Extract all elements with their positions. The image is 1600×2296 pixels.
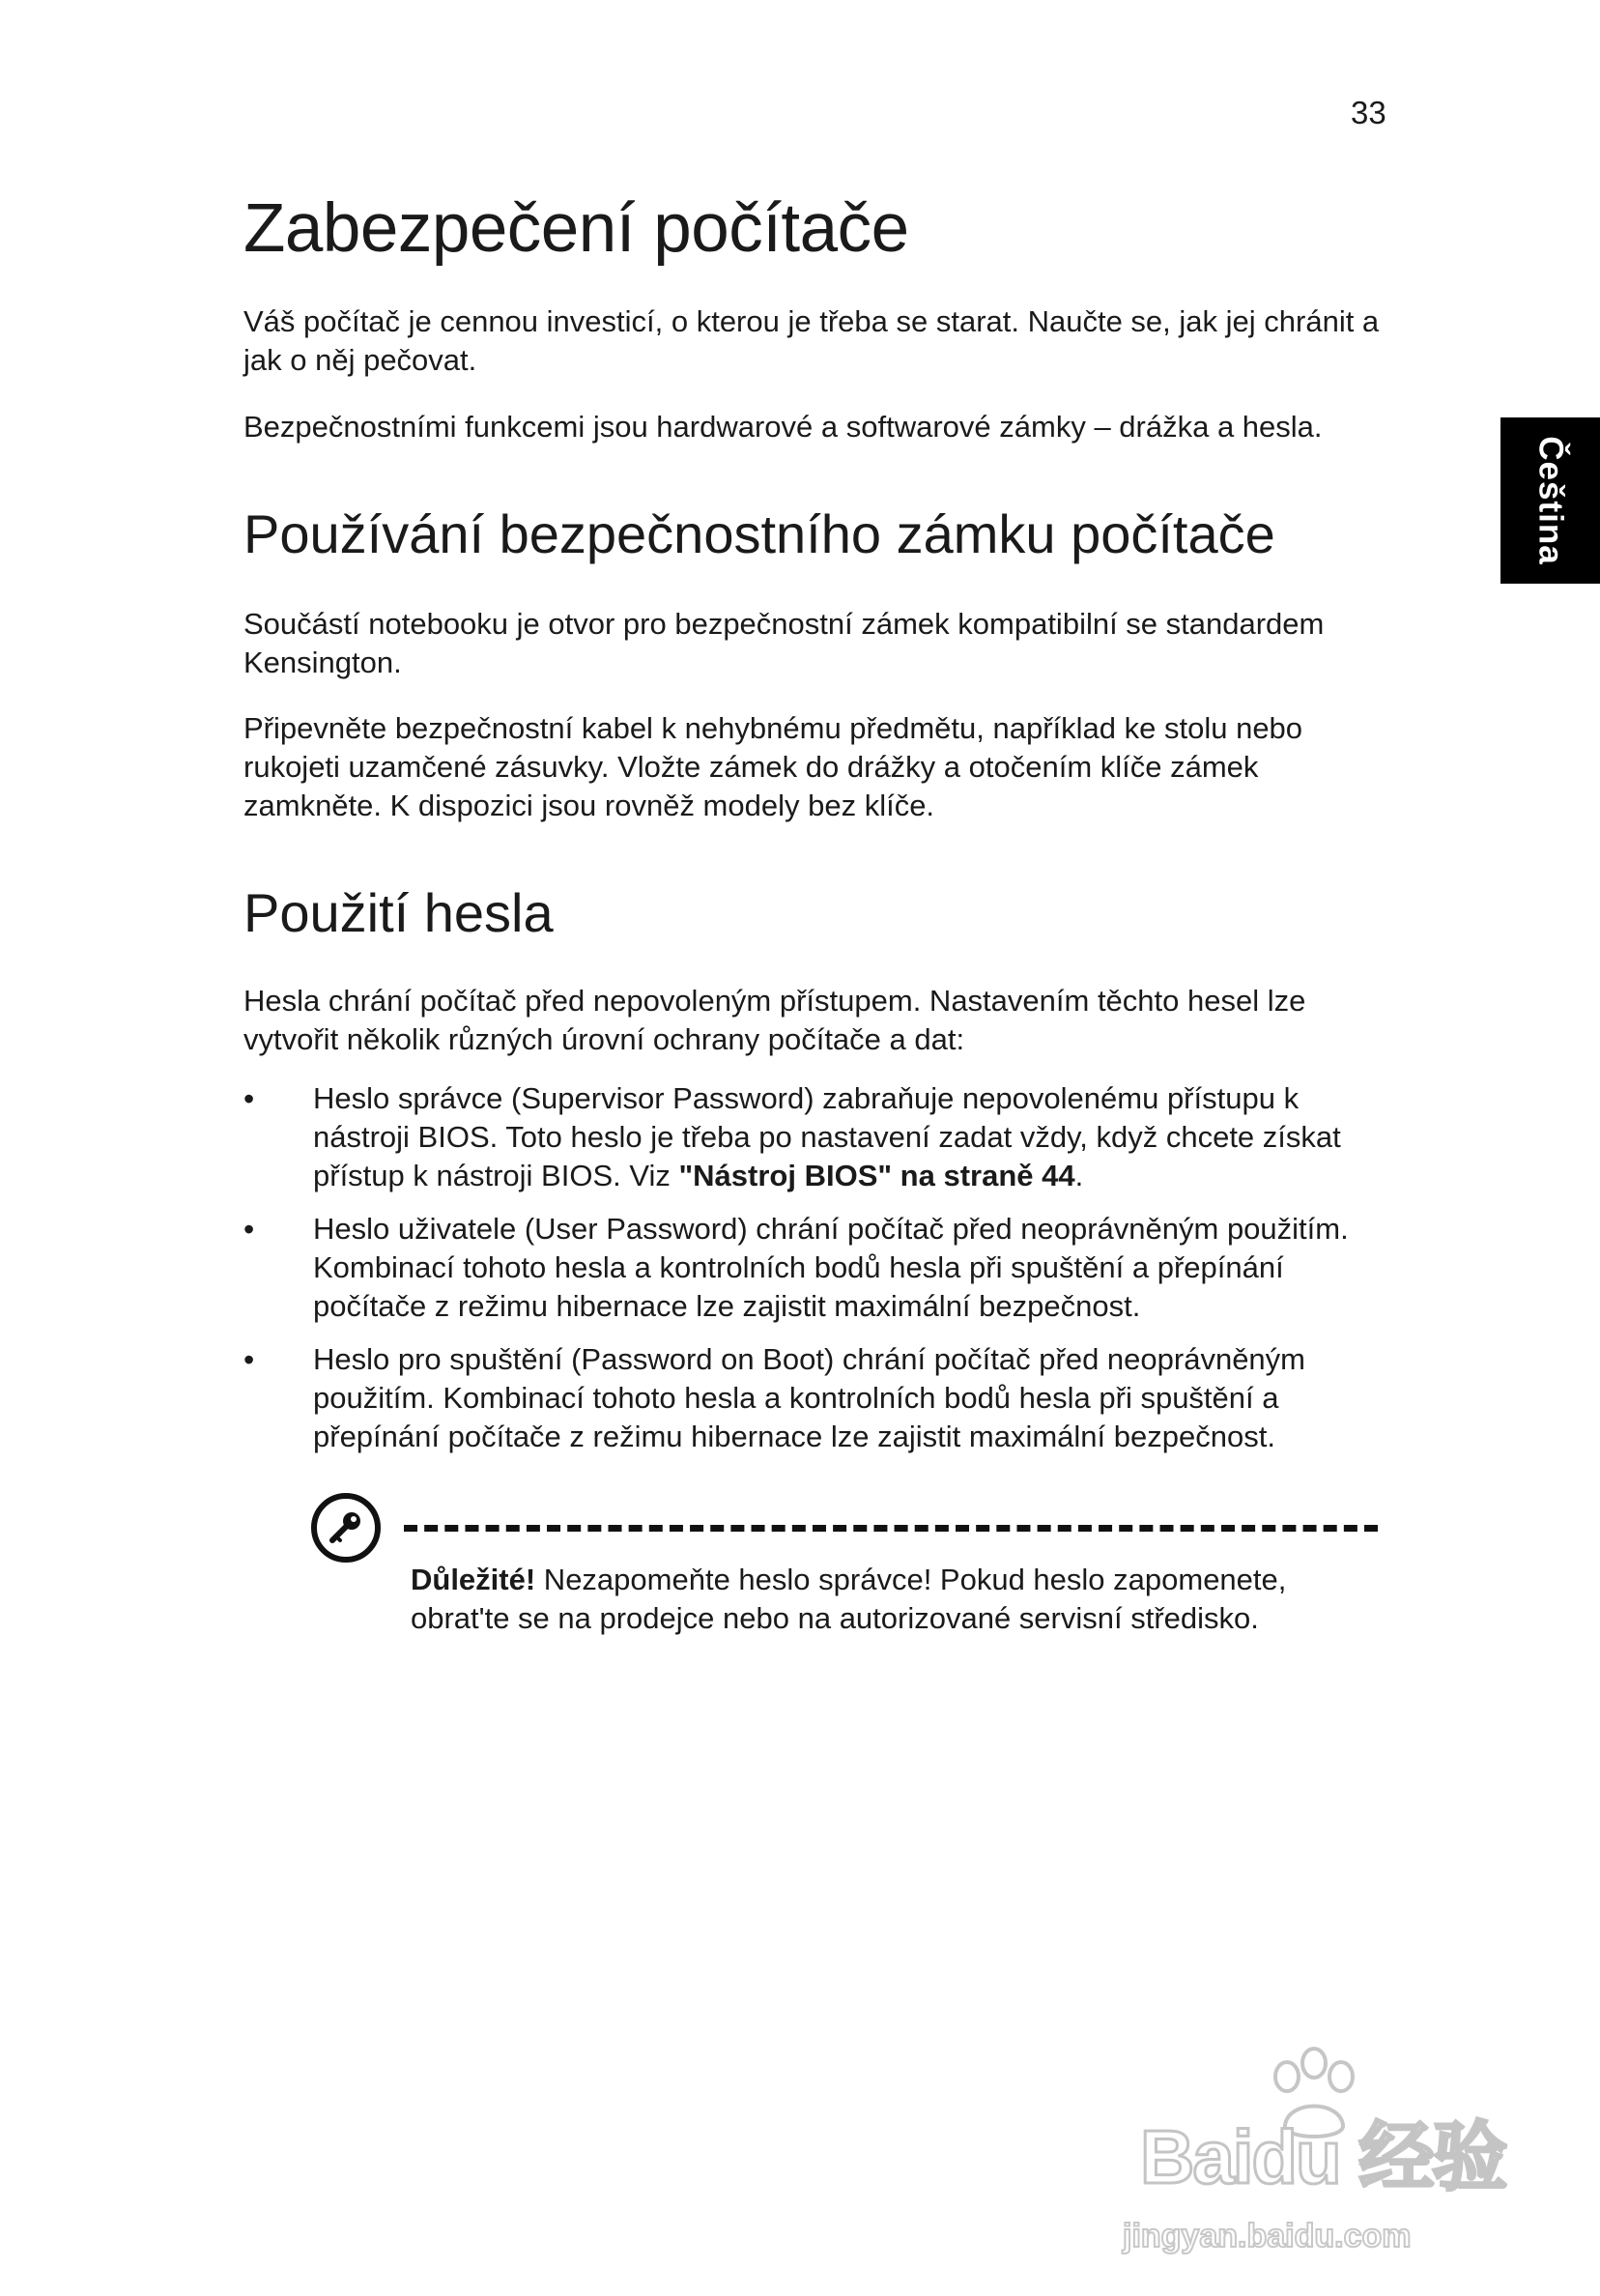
bios-cross-reference-link[interactable]: "Nástroj BIOS" na straně 44 <box>678 1159 1075 1192</box>
list-item <box>243 1340 1393 1456</box>
password-intro: Hesla chrání počítač před nepovoleným přístupem. Nastavením těchto hesel lze vytvořit několik různých úrovní ochrany počítače a dat: <box>243 984 1306 1056</box>
lock-paragraph-1: Součástí notebooku je otvor pro bezpečnostní zámek kompatibilní se standardem Kensington. <box>243 607 1325 679</box>
list-item <box>243 1079 1393 1195</box>
list-item-text: Heslo pro spuštění (Password on Boot) chrání počítač před neoprávněným použitím. Kombinací tohoto hesla a kontrolních bodů hesla při spuštění a přepínání počítače z režimu hibernace lze zajistit maximální bezpečnost. <box>313 1342 1305 1453</box>
list-item-text: Heslo správce (Supervisor Password) zabraňuje nepovolenému přístupu k nástroji BIOS. Toto heslo je třeba po nastavení zadat vždy, když chcete získat přístup k nástroji BIOS. Viz <box>313 1081 1341 1192</box>
password-list <box>243 1079 1393 1471</box>
note-body: Nezapomeňte heslo správce! Pokud heslo zapomenete, obrat'te se na prodejce nebo na autorizované servisní středisko. <box>411 1563 1287 1635</box>
page-title: Zabezpečení počítače <box>243 190 909 267</box>
intro-paragraph-2: Bezpečnostními funkcemi jsou hardwarové a softwarové zámky – drážka a hesla. <box>243 410 1323 444</box>
watermark-brand: Baidu 经验 <box>1140 2114 1506 2199</box>
intro-paragraph-1: Váš počítač je cennou investicí, o kterou je třeba se starat. Naučte se, jak jej chránit a jak o něj pečovat. <box>243 304 1380 377</box>
section-heading-lock: Používání bezpečnostního zámku počítače <box>243 503 1275 564</box>
list-item-tail: . <box>1074 1159 1084 1192</box>
list-item <box>243 1210 1393 1326</box>
note-divider <box>404 1525 1378 1532</box>
baidu-watermark <box>1121 2044 1517 2266</box>
watermark-url: jingyan.baidu.com <box>1123 2218 1412 2254</box>
section-heading-password: Použití hesla <box>243 882 554 943</box>
note-label: Důležité! <box>411 1563 536 1596</box>
note-text <box>411 1561 1377 1638</box>
language-tab <box>1500 417 1600 584</box>
language-tab-label: Čeština <box>1531 436 1570 565</box>
page-number: 33 <box>1351 95 1386 130</box>
list-item-text: Heslo uživatele (User Password) chrání počítač před neoprávněným použitím. Kombinací tohoto hesla a kontrolních bodů hesla při spuštění a přepínání počítače z režimu hibernace lze zajistit maximální bezpečnost. <box>313 1212 1349 1323</box>
key-icon <box>311 1493 381 1563</box>
lock-paragraph-2: Připevněte bezpečnostní kabel k nehybnému předmětu, například ke stolu nebo rukojeti uzamčené zásuvky. Vložte zámek do drážky a otočením klíče zámek zamkněte. K dispozici jsou rovněž modely bez klíče. <box>243 711 1303 822</box>
